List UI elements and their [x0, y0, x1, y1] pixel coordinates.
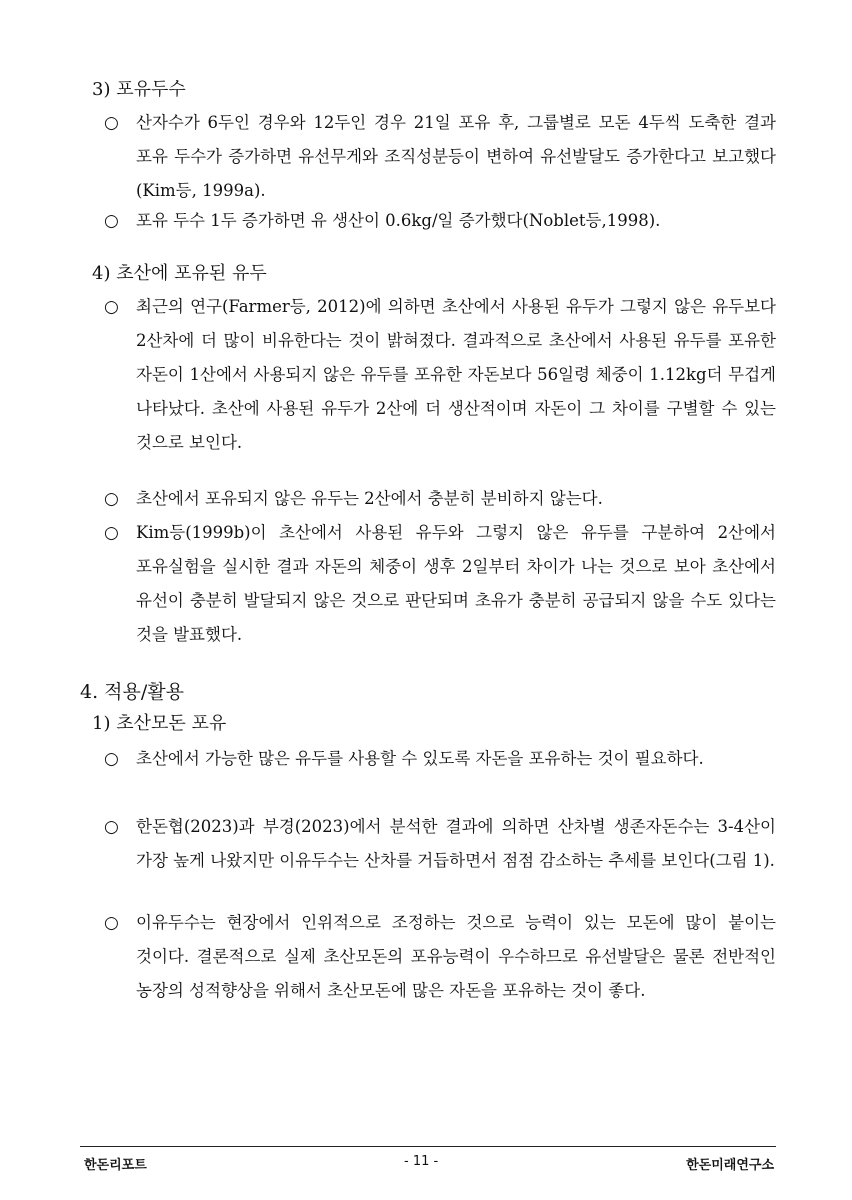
- bullet-text: 한돈협(2023)과 부경(2023)에서 분석한 결과에 의하면 산차별 생존자돈수는 3-4산이 가장 높게 나왔지만 이유두수는 산차를 거듭하면서 점점 감소하는 추세를 보인다(그림 1).: [136, 817, 776, 870]
- bullet-text: 산자수가 6두인 경우와 12두인 경우 21일 포유 후, 그룹별로 모돈 4두씩 도축한 결과 포유 두수가 증가하면 유선무게와 조직성분등이 변하여 유선발달도 증가한다고 보고했다(Kim등, 1999a).: [136, 113, 776, 200]
- circle-bullet-icon: ○: [104, 749, 119, 769]
- footer-page-number: - 11 -: [404, 1154, 439, 1169]
- circle-bullet-icon: ○: [104, 113, 119, 133]
- footer-divider: [80, 1146, 776, 1147]
- bullet-item: [104, 482, 776, 516]
- bullet-text: 포유 두수 1두 증가하면 유 생산이 0.6kg/일 증가했다(Noblet등,1998).: [136, 211, 661, 230]
- section-heading-primiparous-nursing: 1) 초산모돈 포유: [92, 713, 227, 734]
- bullet-text: 이유두수는 현장에서 인위적으로 조정하는 것으로 능력이 있는 모돈에 많이 붙이는 것이다. 결론적으로 실제 초산모돈의 포유능력이 우수하므로 유선발달은 물론 전반적인 농장의 성적향상을 위해서 초산모돈에 많은 자돈을 포유하는 것이 좋다.: [136, 913, 776, 1000]
- bullet-text: 최근의 연구(Farmer등, 2012)에 의하면 초산에서 사용된 유두가 그렇지 않은 유두보다 2산차에 더 많이 비유한다는 것이 밝혀졌다. 결과적으로 초산에서 사용된 유두를 포유한 자돈이 1산에서 사용되지 않은 유두를 포유한 자돈보다 56일령 체중이 1.12kg더 무겁게 나타났다. 초산에 사용된 유두가 2산에 더 생산적이며 자돈이 그 차이를 구별할 수 있는 것으로 보인다.: [136, 297, 776, 452]
- circle-bullet-icon: ○: [104, 211, 119, 231]
- section-heading-litter-size: 3) 포유두수: [92, 79, 186, 100]
- chapter-heading: 4. 적용/활용: [80, 681, 184, 703]
- bullet-item: [104, 906, 776, 1008]
- bullet-text: 초산에서 가능한 많은 유두를 사용할 수 있도록 자돈을 포유하는 것이 필요하다.: [136, 749, 704, 768]
- circle-bullet-icon: ○: [104, 913, 119, 933]
- section-heading-primiparous-teats: 4) 초산에 포유된 유두: [92, 263, 267, 284]
- bullet-text: 초산에서 포유되지 않은 유두는 2산에서 충분히 분비하지 않는다.: [136, 489, 603, 508]
- footer-institute: 한돈미래연구소: [686, 1158, 774, 1173]
- bullet-item: [104, 204, 776, 238]
- footer-publication: 한돈리포트: [84, 1158, 147, 1173]
- bullet-item: [104, 106, 776, 208]
- bullet-text: Kim등(1999b)이 초산에서 사용된 유두와 그렇지 않은 유두를 구분하여 2산에서 포유실험을 실시한 결과 자돈의 체중이 생후 2일부터 차이가 나는 것으로 보아 초산에서 유선이 충분히 발달되지 않은 것으로 판단되며 초유가 충분히 공급되지 않을 수도 있다는 것을 발표했다.: [136, 523, 776, 644]
- circle-bullet-icon: ○: [104, 523, 119, 543]
- circle-bullet-icon: ○: [104, 489, 119, 509]
- circle-bullet-icon: ○: [104, 297, 119, 317]
- circle-bullet-icon: ○: [104, 817, 119, 837]
- bullet-item: [104, 516, 776, 652]
- bullet-item: [104, 810, 776, 878]
- bullet-item: [104, 290, 776, 460]
- bullet-item: [104, 742, 776, 776]
